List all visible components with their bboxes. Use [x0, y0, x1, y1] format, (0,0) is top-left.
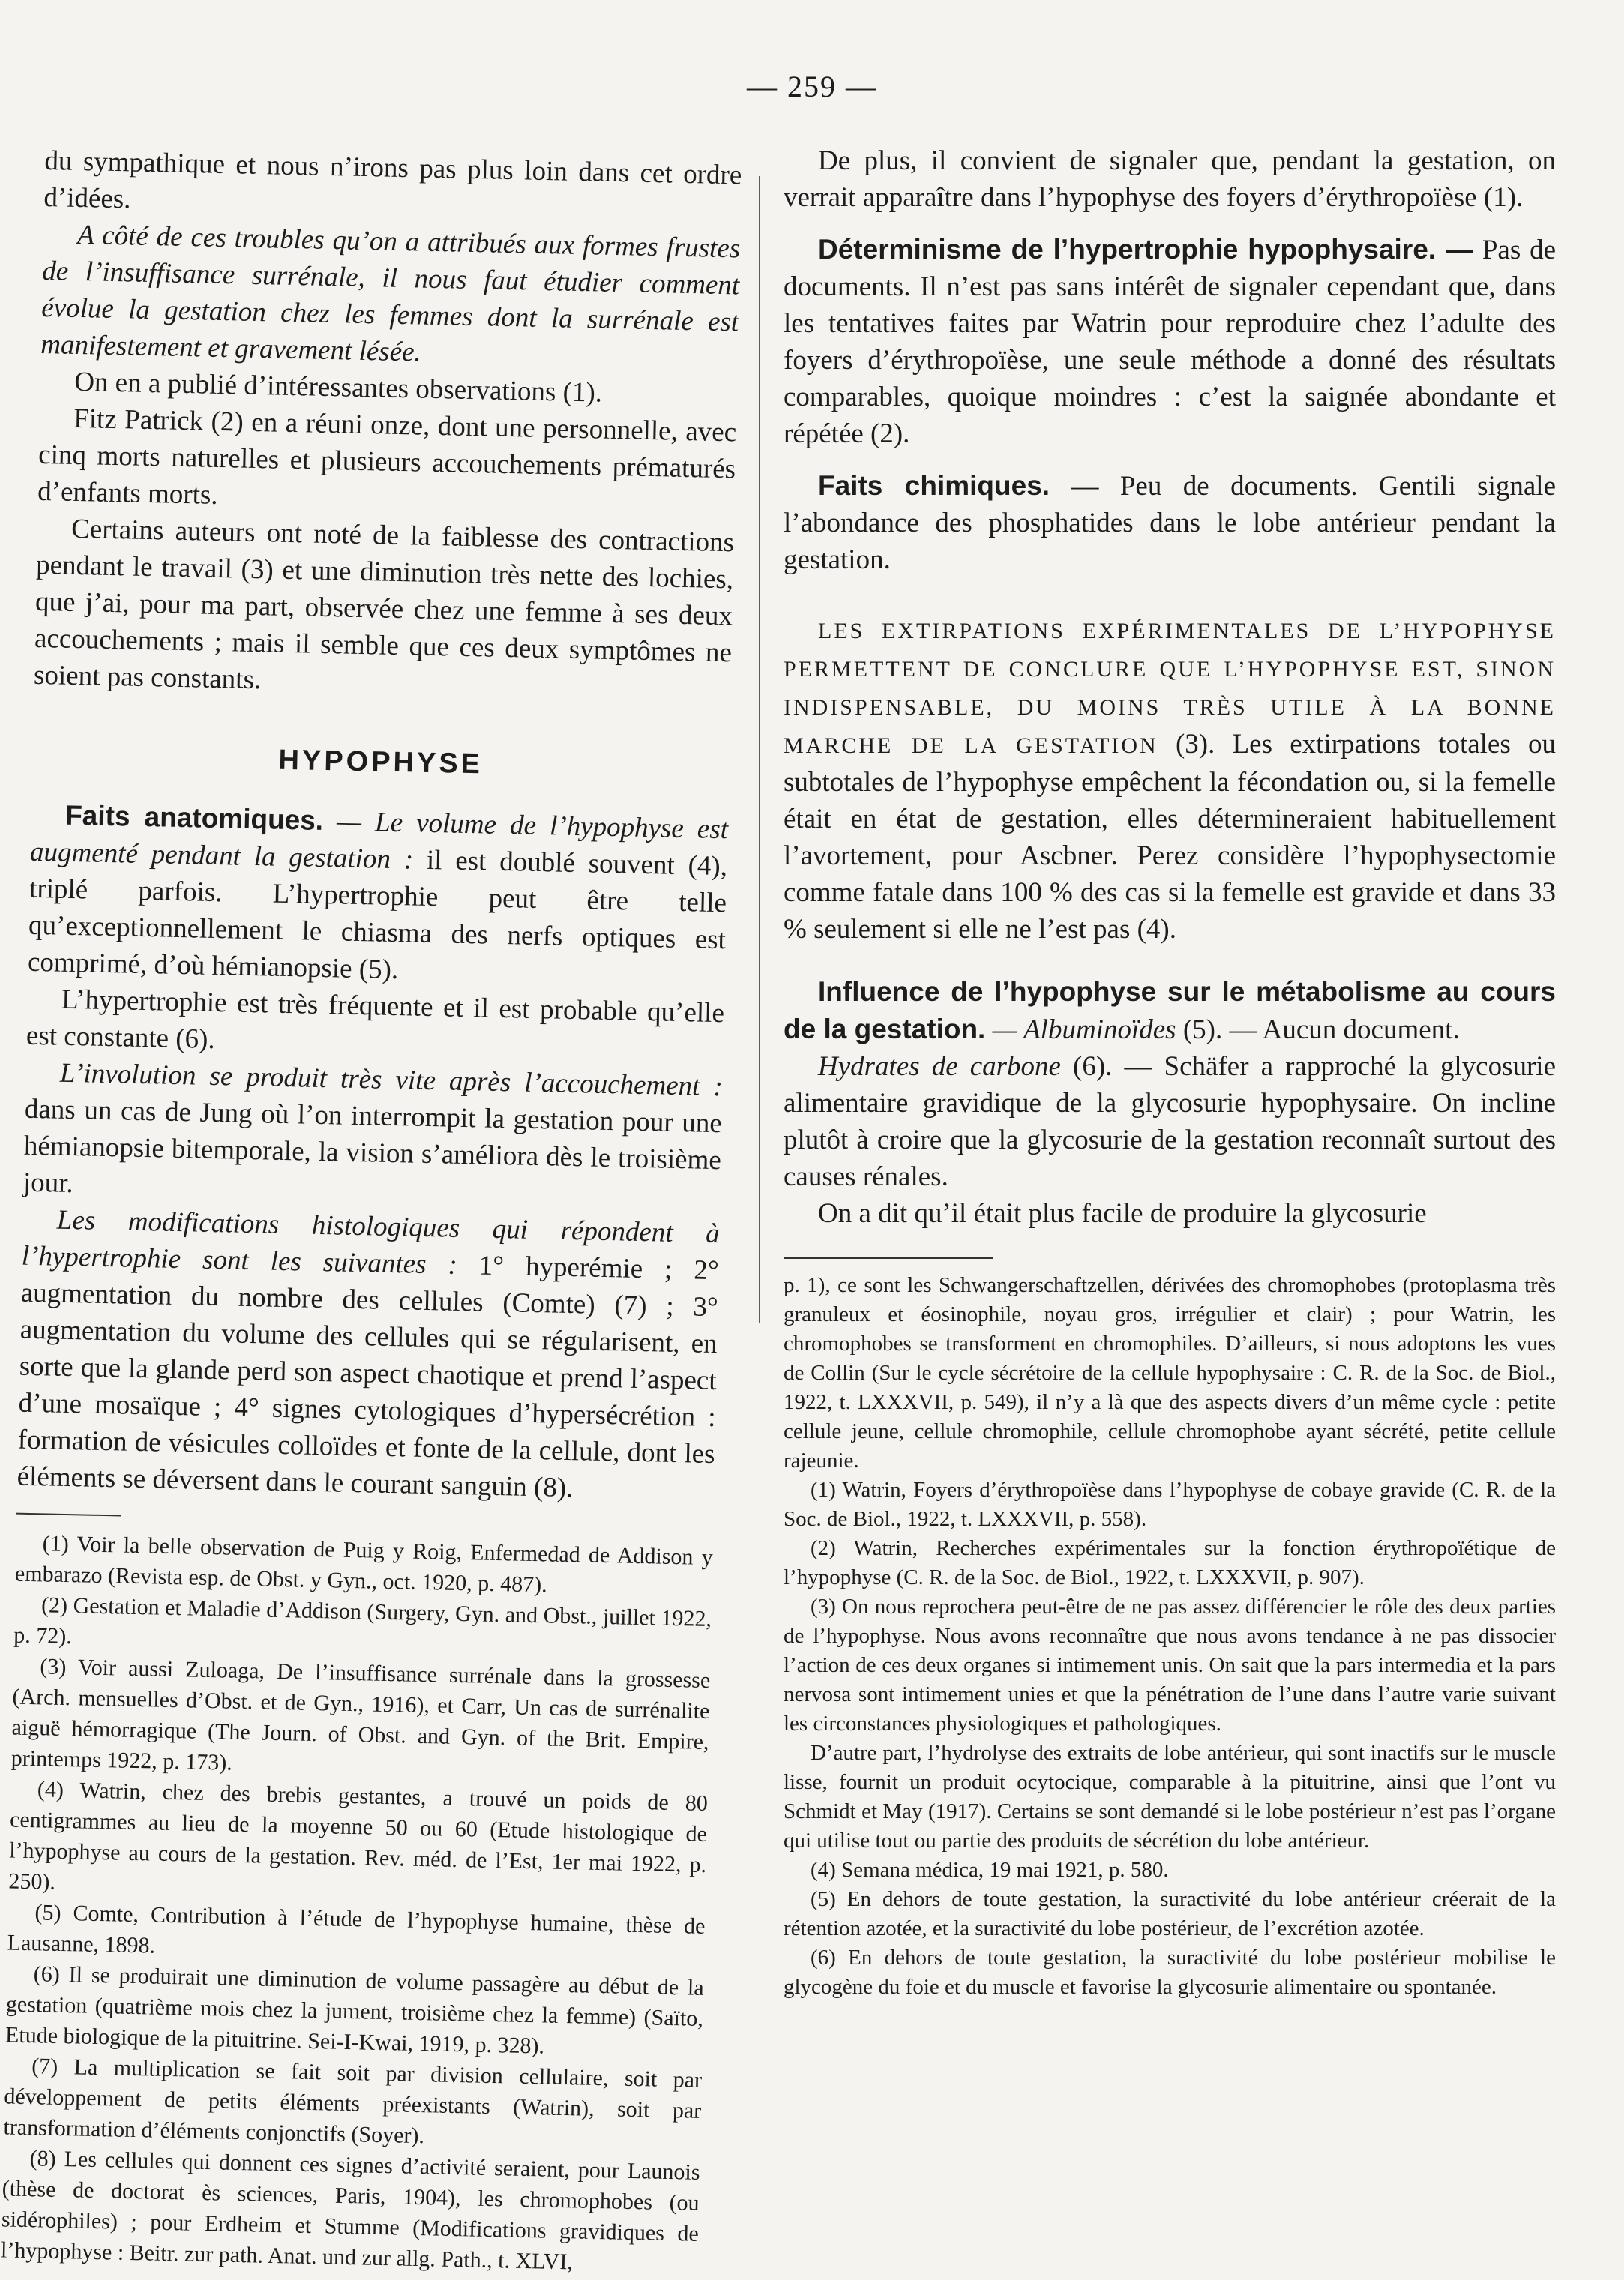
run-smallcaps: LES EXTIRPATIONS EXPÉRIMENTALES DE L’HYPOPHYSE PERMETTENT DE CONCLURE QUE L’HYPOPHYSE EST, SINON INDISPENSABLE, DU MOINS TRÈS UTILE À LA BONNE MARCHE DE LA GESTATION — [784, 619, 1556, 758]
footnote: (2) Gestation et Maladie d’Addison (Surgery, Gyn. and Obst., juillet 1922, p. 72). — [13, 1592, 712, 1649]
run-text: 1° hyperémie ; 2° augmentation du nombre des cellules (Comte) (7) ; 3° augmentation du volume des cellules qui se régularisent, en sorte que la glande perd son aspect chaotique et prend l’aspect d’une mosaïque ; 4° signes cytologiques d’hypersécrétion : formation de vésicules colloïdes et fonte de la cellule, dont les éléments se déversent dans le courant sanguin (8). — [16, 1249, 720, 1504]
left-column — [1, 142, 742, 2280]
run-italic: Les modifications histologiques qui répondent à l’hypertrophie sont les suivantes : — [21, 1204, 721, 1281]
footnotes-right — [784, 1271, 1556, 2002]
paragraph: De plus, il convient de signaler que, pendant la gestation, on verrait apparaître dans l’hypophyse des foyers d’érythropoïèse (1). — [784, 145, 1556, 213]
paragraph: On a dit qu’il était plus facile de produire la glycosurie — [818, 1198, 1427, 1229]
paragraph — [784, 611, 1556, 948]
run-text: Pas de documents. Il n’est pas sans intérêt de signaler cependant que, dans les tentatives faites par Watrin pour reproduire chez l’adulte des foyers d’érythropoïèse, une seule méthode a donné des résultats comparables, quoique moindres : c’est la saignée abondante et répétée (2). — [784, 235, 1556, 449]
run-text: (6). — Schäfer a rapproché la glycosurie alimentaire gravidique de la glycosurie hypophysaire. On incline plutôt à croire que la glycosurie de la gestation reconnaît surtout des causes rénales. — [784, 1051, 1556, 1192]
paragraph: On en a publié d’intéressantes observations (1). — [73, 366, 603, 409]
footnote: (2) Watrin, Recherches expérimentales sur la fonction érythropoïétique de l’hypophyse (C. R. de la Soc. de Biol., 1922, t. LXXXVII, p. 907). — [784, 1536, 1556, 1589]
paragraph: L’hypertrophie est très fréquente et il est probable qu’elle est constante (6). — [25, 984, 725, 1056]
paragraph: A côté de ces troubles qu’on a attribués aux formes frustes de l’insuffisance surrénale, il nous faut étudier comment évolue la gestation chez les femmes dont la surrénale est manifestement et gravement lésée. — [40, 219, 741, 368]
paragraph — [784, 231, 1556, 452]
footnote: (5) Comte, Contribution à l’étude de l’hypophyse humaine, thèse de Lausanne, 1898. — [7, 1900, 706, 1958]
footnote: (7) La multiplication se fait soit par division cellulaire, soit par développement de petits éléments préexistants (Watrin), soit par transformation d’éléments conjonctifs (Soyer). — [3, 2054, 703, 2149]
footnote: (1) Watrin, Foyers d’érythropoïèse dans l’hypophyse de cobaye gravide (C. R. de la Soc. de Biol., 1922, t. LXXXVII, p. 558). — [784, 1478, 1556, 1531]
footnote: (3) Voir aussi Zuloaga, De l’insuffisance surrénale dans la grossesse (Arch. mensuelles d’Obst. et de Gyn., 1916), et Carr, Un cas de surrénalite aiguë hémorragique (The Journ. of Obst. and Gyn. of the Brit. Empire, printemps 1922, p. 173). — [10, 1654, 711, 1775]
column-divider — [759, 176, 760, 1323]
run-heading: Faits chimiques. — [818, 470, 1050, 501]
footnote: (6) Il se produirait une diminution de volume passagère au début de la gestation (quatrième mois chez la jument, troisième chez la femme) (Saïto, Etude biologique de la pituitrine. Sei-I-Kwai, 1919, p. 328). — [4, 1961, 704, 2059]
footnote-rule — [784, 1257, 993, 1259]
run-heading: Faits anatomiques. — [64, 799, 324, 836]
paragraph: Fitz Patrick (2) en a réuni onze, dont une personnelle, avec cinq morts naturelles et plusieurs accouchements prématurés d’enfants morts. — [37, 403, 737, 511]
run-heading: Influence de l’hypophyse sur le métabolisme au cours de la gestation. — [784, 976, 1556, 1044]
run-italic: — Le volume de l’hypophyse est augmenté pendant la gestation : — [29, 805, 729, 876]
footnote: (4) Semana médica, 19 mai 1921, p. 580. — [811, 1858, 1169, 1882]
paragraph: Certains auteurs ont noté de la faiblesse des contractions pendant le travail (3) et une diminution très nette des lochies, que j’ai, pour ma part, observée chez une femme à ses deux accouchements ; mais il semble que ces deux symptômes ne soient pas constants. — [33, 513, 735, 696]
footnote: (4) Watrin, chez des brebis gestantes, a trouvé un poids de 80 centigrammes au lieu de la moyenne 50 ou 60 (Etude histologique de l’hypophyse au cours de la gestation. Rev. méd. de l’Est, 1er mai 1922, p. 250). — [8, 1777, 709, 1895]
right-column — [784, 142, 1556, 2002]
run-italic: Hydrates de carbone — [818, 1051, 1061, 1082]
section-title: HYPOPHYSE — [278, 744, 484, 780]
footnote: (8) Les cellules qui donnent ces signes d’activité seraient, pour Launois (thèse de doctorat ès sciences, Paris, 1904), les chromophobes (ou sidérophiles) ; pour Erdheim et Stumme (Modifications gravidiques de l’hypophyse : Beitr. zur path. Anat. und zur allg. Path., t. XLVI, — [0, 2146, 700, 2275]
paragraph — [16, 1201, 720, 1509]
footnotes-left — [1, 1528, 713, 2280]
paragraph — [22, 1054, 723, 1215]
page-number: — 259 — — [747, 70, 877, 103]
footnote: (6) En dehors de toute gestation, la suractivité du lobe postérieur mobilise le glycogène du foie et du muscle et favorise la glycosurie alimentaire ou spontanée. — [784, 1946, 1556, 1999]
paragraph — [784, 1048, 1556, 1195]
footnote-continuation: p. 1), ce sont les Schwangerschaftzellen, dérivées des chromophobes (protoplasma très granuleux et éosinophile, noyau gros, irrégulier et clair) ; pour Watrin, les chromophobes se transforment en chromophiles. D’ailleurs, si nous adoptons les vues de Collin (Sur le cycle sécrétoire de la cellule hypophysaire : C. R. de la Soc. de Biol., 1922, t. LXXXVII, p. 549), il n’y a là que des aspects divers d’un même cycle : petite cellule jeune, cellule chromophile, cellule chromophobe ayant sécrété, petite cellule rajeunie. — [784, 1273, 1556, 1473]
run-text: il est doublé souvent (4), triplé parfois. L’hypertrophie peut être telle qu’exceptionnellement le chiasma des nerfs optiques est comprimé, d’où hémianopsie (5). — [27, 844, 728, 986]
paragraph — [28, 796, 729, 995]
paragraph — [784, 467, 1556, 578]
run-heading: Déterminisme de l’hypertrophie hypophysaire. — — [818, 234, 1473, 265]
run-text: (5). — Aucun document. — [1176, 1014, 1460, 1045]
footnote-rule — [16, 1513, 121, 1517]
footnote: (3) On nous reprochera peut-être de ne pas assez différencier le rôle des deux parties de l’hypophyse. Nous avons reconnaître que nous avons tendance à ne pas dissocier l’action de ces deux organes si intimement unis. On sait que la pars intermedia et la pars nervosa sont intimement unies et que la pénétration de l’une dans l’autre varie suivant les circonstances physiologiques et pathologiques. — [784, 1595, 1556, 1736]
run-text: dans un cas de Jung où l’on interrompit la gestation pour une hémianopsie bitemporale, la vision s’améliora dès le troisième jour. — [22, 1093, 723, 1200]
paragraph — [784, 973, 1556, 1048]
footnote: D’autre part, l’hydrolyse des extraits de lobe antérieur, qui sont inactifs sur le muscle lisse, fournit un produit ocytocique, comparable à la pituitrine, ainsi que l’ont vu Schmidt et May (1917). Certains se sont demandé si le lobe postérieur n’est pas l’organe qui utilise tout ou partie des produits de sécrétion du lobe antérieur. — [784, 1741, 1556, 1853]
footnote: (5) En dehors de toute gestation, la suractivité du lobe antérieur créerait de la rétention azotée, et la suractivité du lobe postérieur, de l’excrétion azotée. — [784, 1887, 1556, 1940]
run-italic: L’involution se produit très vite après l’accouchement : — [59, 1057, 724, 1103]
paragraph: du sympathique et nous n’irons pas plus loin dans cet ordre d’idées. — [43, 145, 742, 215]
run-italic: — Albuminoïdes — [985, 1014, 1176, 1045]
footnote: (1) Voir la belle observation de Puig y Roig, Enfermedad de Addison y embarazo (Revista esp. de Obst. y Gyn., oct. 1920, p. 487). — [14, 1531, 714, 1598]
run-text: (3). Les extirpations totales ou subtotales de l’hypophyse empêchent la fécondation ou, si la femelle était en état de gestation, elles détermineraient habituellement l’avortement, pour Ascbner. Perez considère l’hypophysectomie comme fatale dans 100 % des cas si la femelle est gravide et dans 33 % seulement si elle ne l’est pas (4). — [784, 729, 1556, 945]
run-text: — Peu de documents. Gentili signale l’abondance des phosphatides dans le lobe antérieur pendant la gestation. — [784, 471, 1556, 575]
